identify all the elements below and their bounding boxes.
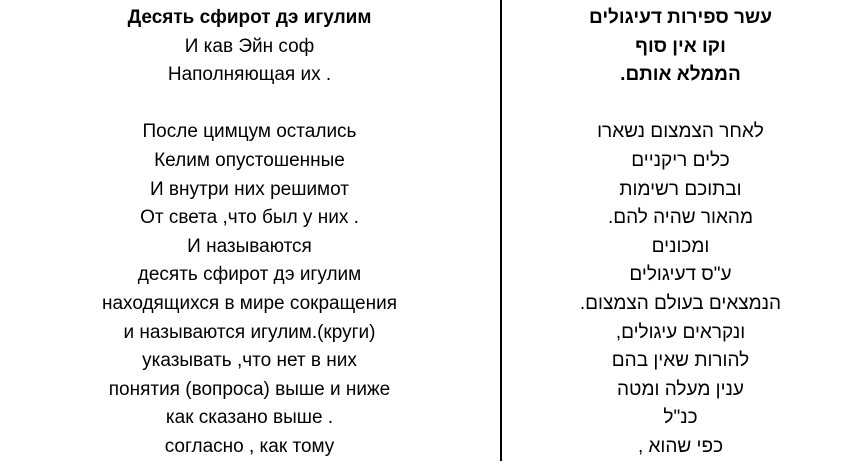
russian-text-line: И внутри них решимот [150,178,349,200]
hebrew-text-line: כפי שהוא , [637,435,724,457]
russian-text-line: Десять сфирот дэ игулим [127,7,372,28]
hebrew-text-line: ענין מעלה ומטה [617,378,744,400]
russian-text-line: Келим опустошенные [154,149,345,171]
russian-text-line: десять сфирот дэ игулим [137,264,362,286]
hebrew-text-line: מהאור שהיה להם. [607,207,754,229]
hebrew-text-line: כלים ריקניים [631,149,730,171]
russian-text-line: указывать ,что нет в них [142,350,357,372]
column-divider [500,0,502,461]
hebrew-text-line: ע"ס דעיגולים [629,264,732,286]
russian-text-line: После цимцум остались [142,121,357,143]
russian-text-line: понятия (вопроса) выше и ниже [108,378,391,400]
russian-text-line: Наполняющая их . [167,64,332,86]
hebrew-text-line: הנמצאים בעולם הצמצום. [579,292,782,314]
russian-text-line: От света ,что был у них . [140,207,359,229]
hebrew-text-line: וקו אין סוף [635,35,726,57]
russian-text-line: согласно , как тому [164,435,335,457]
russian-text-column [0,4,499,462]
hebrew-text-line: כנ"ל [663,407,698,429]
russian-text-line: И называются [187,235,312,257]
hebrew-text-line: ומכונים [651,235,710,257]
hebrew-text-line: לאחר הצמצום נשארו [597,121,764,143]
hebrew-text-line: להורות שאין בהם [611,350,750,372]
hebrew-text-line: הממלא אותם. [620,64,741,86]
hebrew-text-line: ונקראים עיגולים, [615,321,746,343]
hebrew-text-line: עשר ספירות דעיגולים [589,7,772,28]
hebrew-text-blank-line [503,90,858,119]
russian-text-line: И кав Эйн соф [184,35,315,57]
russian-text-line: и называются игулим.(круги) [123,321,376,343]
hebrew-text-line: ובתוכם רשימות [619,178,742,200]
russian-text-blank-line [0,90,499,119]
russian-text-line: как сказано выше . [165,407,334,429]
hebrew-text-column [503,4,858,462]
russian-text-line: находящихся в мире сокращения [101,292,398,314]
